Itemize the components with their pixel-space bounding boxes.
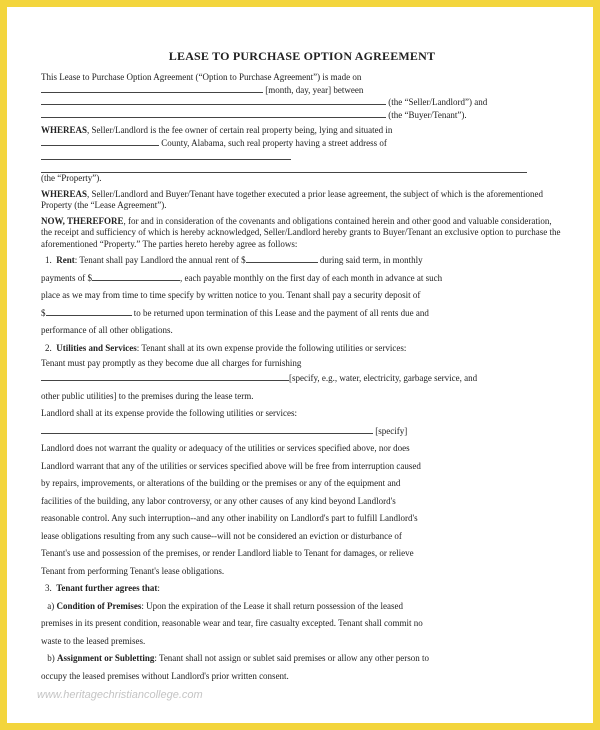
tenant-utilities-blank[interactable] [41, 372, 289, 381]
county-blank[interactable] [41, 137, 159, 146]
watermark: www.heritagechristiancollege.com [37, 689, 203, 701]
date-blank[interactable] [41, 84, 263, 93]
landlord-utilities-blank[interactable] [41, 425, 373, 434]
utilities-line-4: other public utilities] to the premises during the lease term. [41, 390, 254, 401]
utilities-line-5: Landlord shall at its expense provide the following utilities or services: [41, 408, 297, 418]
utilities-line-11: reasonable control. Any such interruption--and any other inability on Landlord's part to fulfill Landlord's [41, 513, 418, 523]
whereas-2: WHEREAS, Seller/Landlord and Buyer/Tenant have together executed a prior lease agreement, the subject of which is the aforementioned Property (the “Lease Agreement”). [41, 188, 543, 210]
utilities-line-12: lease obligations resulting from any such cause--will not be considered an eviction or disturbance of [41, 530, 402, 541]
intro-line-2: [month, day, year] between [41, 84, 563, 97]
rent-line-5: performance of all other obligations. [41, 325, 173, 335]
now-therefore: NOW, THEREFORE, for and in consideration of the covenants and obligations contained herein and other good and valuable consideration, the receipt and sufficiency of which is hereby acknowledged, Seller/Landlord hereby grants to Buyer/Tenant an exclusive option to purchase the aforementioned “Property.” The parties hereto hereby agree as follows: [41, 215, 561, 249]
document-title: LEASE TO PURCHASE OPTION AGREEMENT [168, 49, 436, 63]
property-label: (the “Property”). [41, 173, 102, 183]
annual-rent-blank[interactable] [246, 254, 318, 263]
condition-line-2: premises in its present condition, reasonable wear and tear, fire casualty excepted. Tenant shall commit no [41, 618, 423, 628]
document-page [7, 7, 593, 723]
intro-line-3: (the “Seller/Landlord”) and [41, 96, 563, 109]
utilities-line-1: 2. Utilities and Services: Tenant shall at its own expense provide the following utilities or services: [45, 342, 407, 353]
assignment-line-1: b) Assignment or Subletting: Tenant shall not assign or sublet said premises or allow any other person to [47, 653, 430, 663]
address-blank-1[interactable] [41, 149, 291, 160]
utilities-line-10: facilities of the building, any labor controversy, or any other causes of any kind beyond Landlord's [41, 495, 396, 506]
rent-line-2: payments of $ , each payable monthly on the first day of each month in advance at such [41, 272, 443, 283]
assignment-line-2: occupy the leased premises without Landlord's prior written consent. [41, 670, 289, 681]
utilities-line-7: Landlord does not warrant the quality or adequacy of the utilities or services specified above, nor does [41, 443, 410, 453]
intro-line-4: (the “Buyer/Tenant”). [41, 109, 563, 122]
utilities-line-3: [specify, e.g., water, electricity, garbage service, and [41, 370, 563, 388]
utilities-line-13: Tenant's use and possession of the premises, or render Landlord liable to Tenant for damages, or relieve [41, 548, 414, 558]
rent-line-1: 1. Rent: Tenant shall pay Landlord the annual rent of $ during said term, in monthly [45, 255, 423, 265]
monthly-payment-blank[interactable] [92, 272, 180, 281]
utilities-line-6: [specify] [41, 423, 563, 441]
whereas-1: WHEREAS, Seller/Landlord is the fee owner of certain real property being, lying and situated in County, Alabama, such real property having a street address of [41, 125, 393, 148]
utilities-line-2: Tenant must pay promptly as they become due all charges for furnishing [41, 358, 302, 368]
address-blank-2[interactable] [41, 162, 527, 173]
utilities-line-8: Landlord warrant that any of the utilities or services specified above will be free from interruption caused [41, 460, 421, 471]
rent-line-3: place as we may from time to time specify by written notice to you. Tenant shall pay a security deposit of [41, 290, 421, 300]
condition-line-1: a) Condition of Premises: Upon the expiration of the Lease it shall return possession of the leased [47, 600, 404, 611]
rent-line-4: $ to be returned upon termination of this Lease and the payment of all rents due and [41, 307, 429, 318]
condition-line-3: waste to the leased premises. [41, 635, 146, 646]
security-deposit-blank[interactable] [46, 307, 132, 316]
tenant-agrees-heading: 3. Tenant further agrees that: [45, 583, 160, 593]
utilities-line-14: Tenant from performing Tenant's lease obligations. [41, 565, 225, 576]
utilities-line-9: by repairs, improvements, or alterations of the building or the premises or any of the equipment and [41, 478, 401, 488]
buyer-name-blank[interactable] [41, 109, 386, 118]
seller-name-blank[interactable] [41, 96, 386, 105]
intro-line-1: This Lease to Purchase Option Agreement (“Option to Purchase Agreement”) is made on [41, 72, 362, 82]
